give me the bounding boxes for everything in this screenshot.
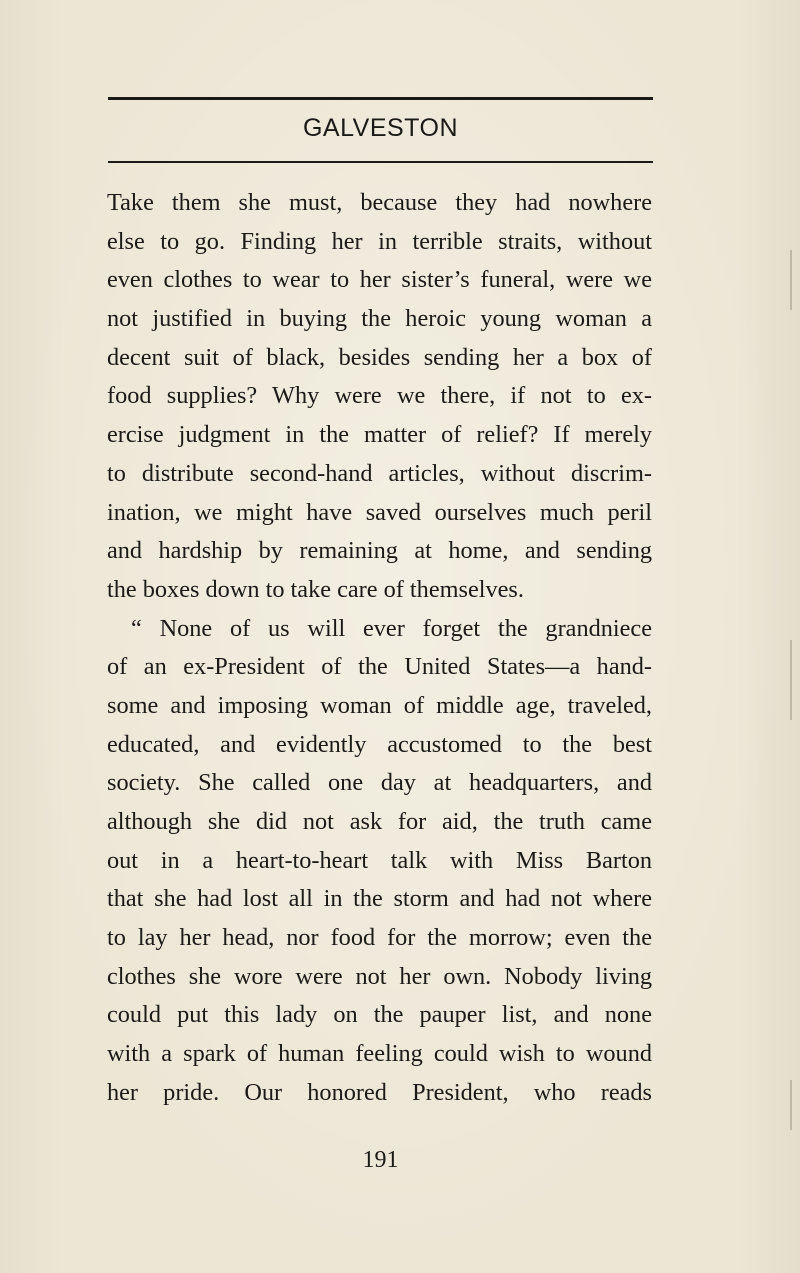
text-line: the boxes down to take care of themselves. bbox=[107, 575, 524, 603]
body-text bbox=[107, 184, 652, 1113]
text-line: although she did not ask for aid, the truth came bbox=[107, 808, 652, 835]
text-line: some and imposing woman of middle age, traveled, bbox=[107, 691, 652, 719]
text-line: of an ex-President of the United States—a hand- bbox=[107, 653, 652, 681]
text-line: could put this lady on the pauper list, and none bbox=[107, 1001, 652, 1029]
text-line: even clothes to wear to her sister’s funeral, were we bbox=[107, 266, 652, 294]
text-line: decent suit of black, besides sending her a box of bbox=[107, 343, 652, 371]
text-line: out in a heart-to-heart talk with Miss Barton bbox=[107, 846, 652, 874]
text-line: society. She called one day at headquarters, and bbox=[107, 769, 652, 797]
header-rule-top bbox=[108, 97, 653, 100]
text-line: food supplies? Why were we there, if not to ex- bbox=[107, 382, 652, 410]
text-line: educated, and evidently accustomed to the best bbox=[107, 730, 652, 758]
running-head: GALVESTON bbox=[302, 114, 458, 142]
text-line: clothes she wore were not her own. Nobody living bbox=[107, 962, 652, 990]
text-line: to lay her head, nor food for the morrow; even the bbox=[107, 924, 652, 952]
text-line: else to go. Finding her in terrible straits, without bbox=[107, 227, 652, 255]
text-line: with a spark of human feeling could wish to wound bbox=[107, 1040, 652, 1068]
text-line: “ None of us will ever forget the grandniece bbox=[131, 614, 652, 642]
page-edge-mark bbox=[790, 1080, 792, 1130]
header-rule-bottom bbox=[108, 161, 653, 163]
text-line: that she had lost all in the storm and had not where bbox=[107, 885, 652, 913]
text-line: ination, we might have saved ourselves much peril bbox=[107, 498, 652, 526]
text-line: not justified in buying the heroic young woman a bbox=[107, 305, 652, 333]
text-line: her pride. Our honored President, who reads bbox=[107, 1078, 652, 1106]
text-line: and hardship by remaining at home, and sending bbox=[107, 537, 652, 565]
text-line: ercise judgment in the matter of relief? If merely bbox=[107, 421, 652, 449]
text-line: Take them she must, because they had nowhere bbox=[107, 189, 652, 216]
page-edge-mark bbox=[790, 250, 792, 310]
page-edge-mark bbox=[790, 640, 792, 720]
page-number: 191 bbox=[362, 1147, 399, 1173]
text-line: to distribute second-hand articles, without discrim- bbox=[107, 459, 652, 487]
